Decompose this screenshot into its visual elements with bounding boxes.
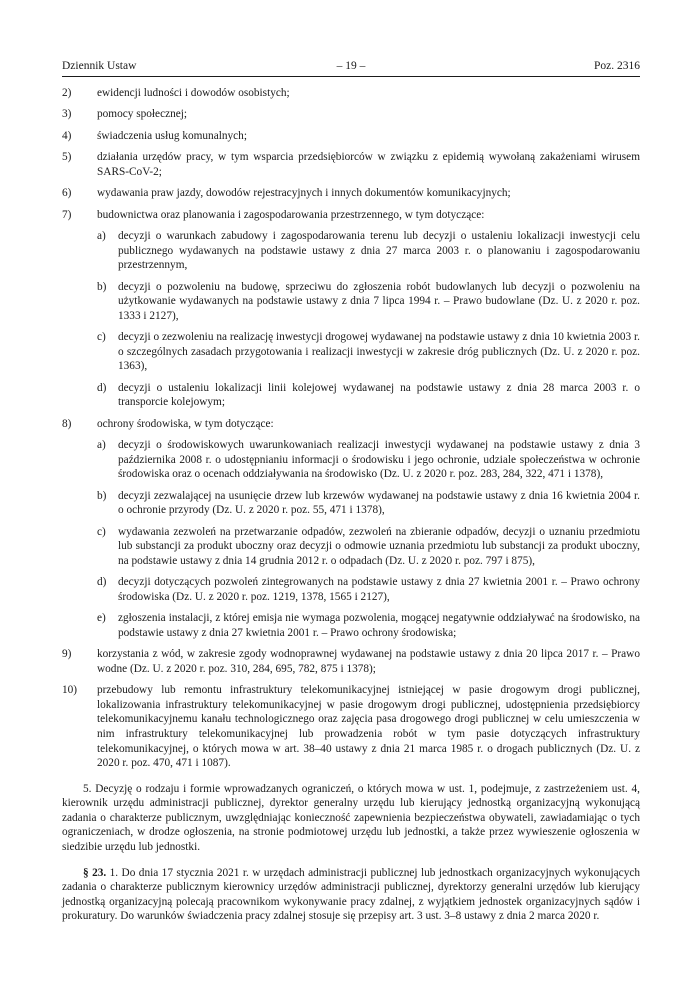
document-body — [62, 86, 640, 924]
item-number: 9) — [62, 648, 72, 661]
sub-text: zgłoszenia instalacji, z której emisja nie wymaga pozwolenia, mogącej negatywnie oddziaływać na środowisko, na podstawie ustawy z dnia 27 kwietnia 2001 r. – Prawo ochrony środowiska; — [118, 612, 640, 639]
list-item — [62, 150, 640, 179]
sub-text: decyzji o pozwoleniu na budowę, sprzeciwu do zgłoszenia robót budowlanych lub decyzji o pozwoleniu na użytkowanie wydawanych na podstawie ustawy z dnia 7 lipca 1994 r. – Prawo budowlane (Dz. U. z 2020 r. poz. 1333 i 2127), — [118, 280, 640, 322]
item-text: wydawania praw jazdy, dowodów rejestracyjnych i innych dokumentów komunikacyjnych; — [97, 187, 511, 200]
sub-item — [62, 611, 640, 640]
item-number: 7) — [62, 208, 72, 221]
paragraph-5: 5. Decyzję o rodzaju i formie wprowadzanych ograniczeń, o których mowa w ust. 1, podejmuje, z zastrzeżeniem ust. 4, kierownik urzędu administracji publicznej, dyrektor generalny urzędu lub kierujący jednostką organizacyjną wykonującą zadania o charakterze publicznym, uwzględniając konieczność zapewnienia bezpieczeństwa obywateli, zawiadamiając o tych ograniczeniach, w drodze ogłoszenia, na stronie podmiotowej urzędu lub jednostki, a także przez wywieszenie ogłoszenia w siedzibie urzędu lub jednostki. — [62, 782, 640, 854]
sub-item — [62, 330, 640, 374]
position-number: Poz. 2316 — [594, 60, 640, 72]
sub-letter: d) — [97, 381, 107, 394]
sub-item — [62, 575, 640, 604]
sub-letter: e) — [97, 612, 106, 625]
item-text: ewidencji ludności i dowodów osobistych; — [97, 87, 290, 99]
section-text: 1. Do dnia 17 stycznia 2021 r. w urzędach administracji publicznej lub jednostkach organizacyjnych wykonujących zadania o charakterze publicznym kierownicy urzędów administracji publicznej, dyrektorzy generalni urzędów lub kierujący jednostką organizacyjną polecają pracownikom wykonywanie pracy zdalnej, z wyjątkiem jednostek organizacyjnych sądów i prokuratury. Do warunków świadczenia pracy zdalnej stosuje się przepisy art. 3 ust. 3–8 ustawy z dnia 2 marca 2020 r. — [62, 866, 641, 923]
sub-item — [62, 525, 640, 569]
sub-letter: c) — [97, 525, 106, 538]
item-text: pomocy społecznej; — [97, 108, 188, 121]
sub-item — [62, 489, 640, 518]
header-divider — [62, 76, 640, 77]
item-number: 8) — [62, 417, 72, 430]
list-item — [62, 417, 640, 432]
item-number: 10) — [62, 684, 78, 697]
list-item — [62, 186, 640, 201]
sub-item — [62, 280, 640, 324]
sub-letter: b) — [97, 280, 107, 293]
journal-title: Dziennik Ustaw — [62, 60, 137, 72]
list-item — [62, 647, 640, 676]
item-text: ochrony środowiska, w tym dotyczące: — [97, 417, 274, 430]
list-item — [62, 86, 640, 101]
sub-item — [62, 438, 640, 482]
item-number: 6) — [62, 187, 72, 200]
list-item — [62, 683, 640, 771]
sub-item — [62, 381, 640, 410]
page-header — [62, 59, 640, 75]
sub-text: decyzji o środowiskowych uwarunkowaniach realizacji inwestycji wydawanej na podstawie ustawy z dnia 3 października 2008 r. o udostępnianiu informacji o środowisku i jego ochronie, udziale społeczeństwa w ochronie środowiska oraz o ocenach oddziaływania na środowisko (Dz. U. z 2020 r. poz. 283, 284, 322, 471 i 1378), — [118, 439, 640, 481]
sub-letter: b) — [97, 489, 107, 502]
item-number: 3) — [62, 108, 72, 121]
section-label: § 23. — [83, 866, 107, 879]
item-number: 4) — [62, 129, 72, 142]
item-text: świadczenia usług komunalnych; — [97, 129, 247, 142]
item-text: działania urzędów pracy, w tym wsparcia przedsiębiorców w związku z epidemią wywołaną zakażeniami wirusem SARS-CoV-2; — [97, 151, 640, 178]
sub-letter: a) — [97, 439, 106, 452]
list-item — [62, 129, 640, 144]
sub-text: decyzji o ustaleniu lokalizacji linii kolejowej wydawanej na podstawie ustawy z dnia 28 marca 2003 r. o transporcie kolejowym; — [118, 381, 640, 409]
page-number: – 19 – — [336, 60, 366, 72]
sub-text: decyzji zezwalającej na usunięcie drzew lub krzewów wydawanej na podstawie ustawy z dnia 16 kwietnia 2004 r. o ochronie przyrody (Dz. U. z 2020 r. poz. 55, 471 i 1378), — [118, 489, 640, 517]
sub-text: decyzji o zezwoleniu na realizację inwestycji drogowej wydawanej na podstawie ustawy z dnia 10 kwietnia 2003 r. o szczególnych zasadach przygotowania i realizacji inwestycji w zakresie dróg publicznych (Dz. U. z 2020 r. poz. 1363), — [118, 331, 640, 373]
sub-letter: a) — [97, 229, 106, 242]
sub-text: decyzji dotyczących pozwoleń zintegrowanych na podstawie ustawy z dnia 27 kwietnia 2001 r. – Prawo ochrony środowiska (Dz. U. z 2020 r. poz. 1219, 1378, 1565 i 2127), — [118, 576, 640, 603]
item-text: budownictwa oraz planowania i zagospodarowania przestrzennego, w tym dotyczące: — [97, 208, 485, 221]
sub-letter: d) — [97, 576, 107, 589]
sub-item — [62, 229, 640, 273]
item-number: 2) — [62, 87, 72, 99]
list-item — [62, 208, 640, 223]
item-number: 5) — [62, 151, 72, 164]
list-item — [62, 107, 640, 122]
sub-letter: c) — [97, 331, 106, 344]
section-23-paragraph — [62, 866, 640, 924]
sub-text: wydawania zezwoleń na przetwarzanie odpadów, zezwoleń na zbieranie odpadów, decyzji o uznaniu przedmiotu lub substancji za produkt uboczny oraz decyzji o odmowie uznania przedmiotu lub substancji za produkt uboczny, na podstawie ustawy z dnia 14 grudnia 2012 r. o odpadach (Dz. U. z 2020 r. poz. 797 i 875), — [118, 525, 640, 567]
sub-text: decyzji o warunkach zabudowy i zagospodarowania terenu lub decyzji o ustaleniu lokalizacji inwestycji celu publicznego wydawanych na podstawie ustawy z dnia 27 marca 2003 r. o planowaniu i zagospodarowaniu przestrzennym, — [118, 229, 640, 272]
item-text: przebudowy lub remontu infrastruktury telekomunikacyjnej istniejącej w pasie drogowym drogi publicznej, lokalizowania infrastruktury telekomunikacyjnej w pasie drogowym drogi publicznej, udostępnienia przedsiębiorcy telekomunikacyjnemu kanału technologicznego oraz zajęcia pasa drogowego drogi publicznej w celu umieszczenia w nim infrastruktury telekomunikacyjnej lub prowadzenia robót w tym pasie dotyczących infrastruktury telekomunikacyjnej, o których mowa w art. 38–40 ustawy z dnia 21 marca 1985 r. o drogach publicznych (Dz. U. z 2020 r. poz. 470, 471 i 1087). — [97, 684, 640, 770]
item-text: korzystania z wód, w zakresie zgody wodnoprawnej wydawanej na podstawie ustawy z dnia 20 lipca 2017 r. – Prawo wodne (Dz. U. z 2020 r. poz. 310, 284, 695, 782, 875 i 1378); — [97, 648, 640, 675]
